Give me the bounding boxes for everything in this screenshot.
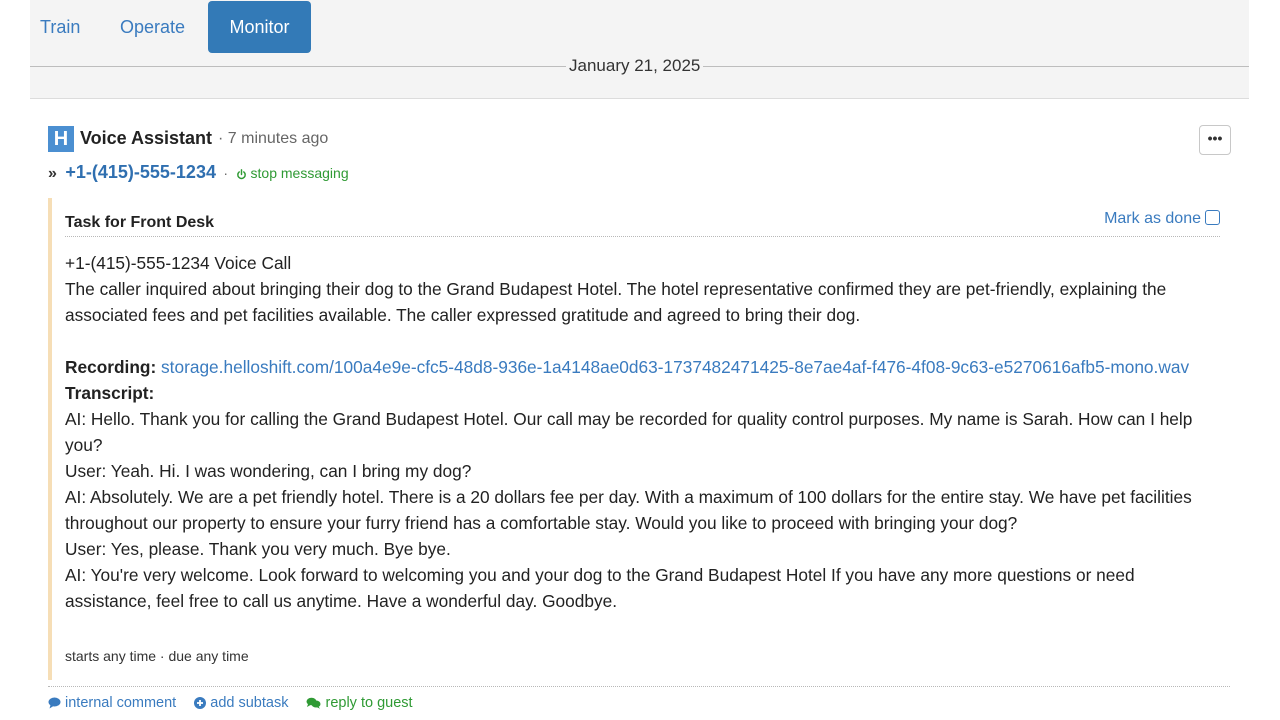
add-subtask-link[interactable]: [194, 695, 292, 711]
mark-as-done-button[interactable]: [1104, 210, 1220, 228]
call-summary: The caller inquired about bringing their dog to the Grand Budapest Hotel. The hotel representative confirmed they are pet-friendly, explaining the associated fees and pet facilities available. The caller expressed gratitude and agreed to bring their dog.: [65, 279, 1167, 325]
tab-train[interactable]: Train: [40, 17, 81, 37]
post-menu-button[interactable]: •••: [1199, 125, 1231, 155]
internal-comment-link[interactable]: [48, 695, 180, 711]
reply-to-guest-label: reply to guest: [325, 695, 413, 711]
task-schedule: starts any time · due any time: [65, 648, 249, 664]
guest-phone-link[interactable]: +1-(415)-555-1234: [65, 162, 216, 182]
post-author[interactable]: Voice Assistant: [80, 128, 213, 148]
task-card: [48, 198, 1234, 680]
transcript-line: User: Yeah. Hi. I was wondering, can I bring my dog?: [65, 461, 472, 481]
date-divider-label: January 21, 2025: [566, 56, 703, 76]
footer-divider: [48, 686, 1230, 687]
guest-phone-row: [48, 162, 349, 186]
stop-messaging-label: stop messaging: [250, 165, 349, 181]
post-time-ago: · 7 minutes ago: [218, 130, 329, 147]
power-icon: [236, 169, 247, 180]
stop-messaging-link[interactable]: [236, 165, 349, 181]
comment-icon: [48, 697, 61, 709]
transcript-line: AI: You're very welcome. Look forward to welcoming you and your dog to the Grand Budapest Hotel If you have any more questions or need assistance, feel free to call us anytime. Have a wonderful day. Goodbye.: [65, 565, 1135, 611]
call-line: +1-(415)-555-1234 Voice Call: [65, 253, 292, 273]
mark-as-done-label: Mark as done: [1104, 210, 1201, 227]
task-header: [65, 210, 1220, 237]
add-subtask-label: add subtask: [210, 695, 289, 711]
phone-prefix: »: [48, 165, 57, 182]
transcript-line: AI: Absolutely. We are a pet friendly hotel. There is a 20 dollars fee per day. With a maximum of 100 dollars for the entire stay. We have pet facilities throughout our property to ensure your furry friend has a comfortable stay. Would you like to proceed with bringing your dog?: [65, 487, 1192, 533]
tab-monitor[interactable]: Monitor: [208, 1, 311, 53]
recording-line: [65, 354, 1223, 380]
tab-operate[interactable]: Operate: [120, 17, 186, 37]
reply-to-guest-link[interactable]: [306, 695, 412, 711]
task-title: Task for Front Desk: [65, 214, 215, 231]
transcript-line: AI: Hello. Thank you for calling the Grand Budapest Hotel. Our call may be recorded for quality control purposes. My name is Sarah. How can I help you?: [65, 409, 1193, 455]
transcript-label: Transcript:: [65, 383, 155, 403]
top-navigation-bar: [30, 0, 1249, 99]
recording-link[interactable]: storage.helloshift.com/100a4e9e-cfc5-48d8-936e-1a4148ae0d63-1737482471425-8e7ae4af-f476-4f08-9c63-e5270616afb5-mono.wav: [161, 357, 1190, 377]
done-checkbox[interactable]: [1205, 210, 1220, 225]
recording-label: Recording:: [65, 357, 157, 377]
plus-circle-icon: [194, 697, 206, 709]
internal-comment-label: internal comment: [65, 695, 177, 711]
post-actions: [48, 695, 427, 711]
hotel-logo-icon: H: [48, 126, 74, 152]
transcript-line: User: Yes, please. Thank you very much. Bye bye.: [65, 539, 451, 559]
comments-icon: [306, 697, 321, 709]
task-body: [65, 250, 1223, 614]
separator-dot: ·: [223, 165, 229, 181]
